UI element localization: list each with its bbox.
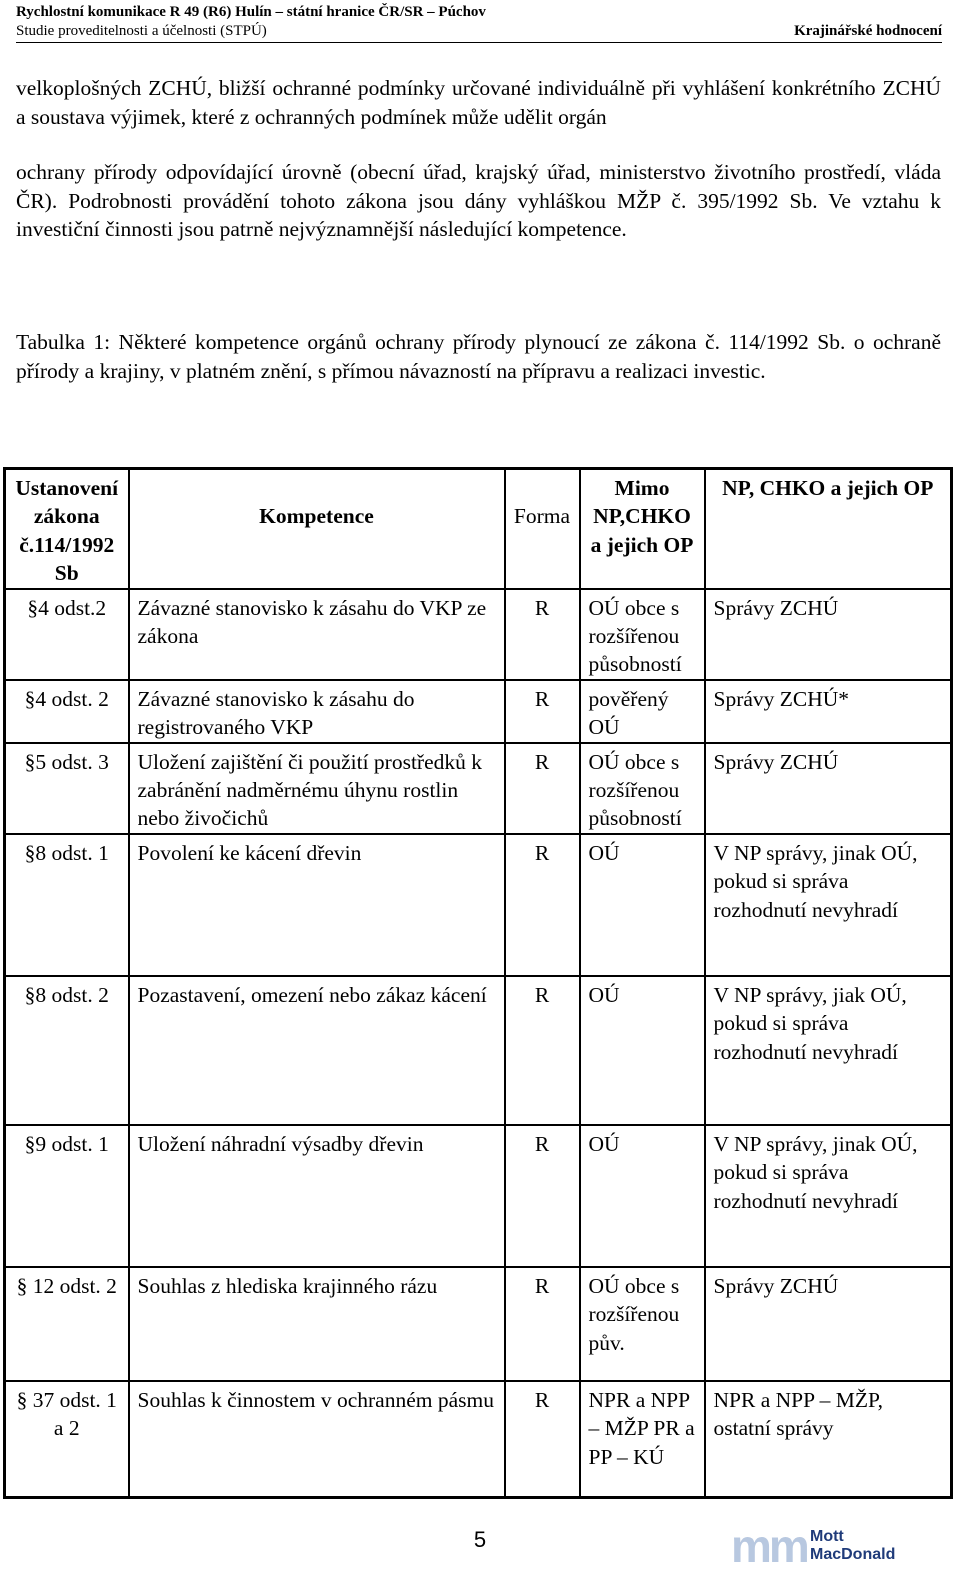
table-row: [5, 743, 952, 834]
header-outside: Mimo NP,CHKO a jejich OP: [580, 469, 705, 589]
law-cell: §4 odst. 2: [5, 680, 129, 743]
outside-cell: pověřený OÚ: [580, 680, 705, 743]
table-row: [5, 589, 952, 680]
header-competence: Kompetence: [129, 469, 505, 589]
table-caption: Tabulka 1: Některé kompetence orgánů ochrany přírody plynoucí ze zákona č. 114/1992 Sb. o ochraně přírody a krajiny, v platném znění, s přímou návazností na přípravu a realizaci investic.: [16, 330, 941, 383]
np-cell: Správy ZCHÚ: [705, 589, 952, 680]
page-number: 5: [473, 1527, 487, 1552]
outside-cell: NPR a NPP – MŽP PR a PP – KÚ: [580, 1381, 705, 1498]
np-cell: V NP správy, jinak OÚ, pokud si správa rozhodnutí nevyhradí: [705, 1125, 952, 1267]
law-cell: §8 odst. 2: [5, 976, 129, 1125]
form-cell: R: [505, 1125, 580, 1267]
document-title: Rychlostní komunikace R 49 (R6) Hulín – státní hranice ČR/SR – Púchov: [16, 4, 486, 20]
paragraph-1: velkoplošných ZCHÚ, bližší ochranné podmínky určované individuálně při vyhlášení konkrétního ZCHÚ a soustava výjimek, které z ochranných podmínek může udělit orgán: [16, 76, 941, 129]
outside-cell: OÚ obce s rozšířenou působností: [580, 589, 705, 680]
outside-cell: OÚ obce s rozšířenou pův.: [580, 1267, 705, 1381]
np-cell: Správy ZCHÚ: [705, 1267, 952, 1381]
form-cell: R: [505, 834, 580, 976]
competence-cell: Souhlas k činnostem v ochranném pásmu: [129, 1381, 505, 1498]
outside-cell: OÚ obce s rozšířenou působností: [580, 743, 705, 834]
form-cell: R: [505, 1267, 580, 1381]
logo-mark-icon: mm: [731, 1520, 807, 1572]
form-cell: R: [505, 976, 580, 1125]
competence-cell: Souhlas z hlediska krajinného rázu: [129, 1267, 505, 1381]
table-row: [5, 1125, 952, 1267]
np-cell: NPR a NPP – MŽP, ostatní správy: [705, 1381, 952, 1498]
form-cell: R: [505, 680, 580, 743]
page-header: [16, 4, 942, 43]
table-row: [5, 1381, 952, 1498]
competence-cell: Uložení náhradní výsadby dřevin: [129, 1125, 505, 1267]
form-cell: R: [505, 589, 580, 680]
competence-cell: Povolení ke kácení dřevin: [129, 834, 505, 976]
document-subtitle: Studie proveditelnosti a účelnosti (STPÚ): [16, 23, 267, 39]
table-row: [5, 1267, 952, 1381]
law-cell: §5 odst. 3: [5, 743, 129, 834]
law-cell: §4 odst.2: [5, 589, 129, 680]
outside-cell: OÚ: [580, 976, 705, 1125]
table-row: [5, 834, 952, 976]
np-cell: Správy ZCHÚ: [705, 743, 952, 834]
table-header-row: [5, 469, 952, 589]
table-row: [5, 680, 952, 743]
outside-cell: OÚ: [580, 834, 705, 976]
paragraph-2: ochrany přírody odpovídající úrovně (obecní úřad, krajský úřad, ministerstvo životního prostředí, vláda ČR). Podrobnosti provádění tohoto zákona jsou dány vyhláškou MŽP č. 395/1992 Sb. Ve vztahu k investiční činnosti jsou patrně nejvýznamnější následující kompetence.: [16, 160, 941, 241]
header-form: Forma: [505, 469, 580, 589]
competence-cell: Uložení zajištění či použití prostředků k zabránění nadměrnému úhynu rostlin nebo živočichů: [129, 743, 505, 834]
law-cell: §8 odst. 1: [5, 834, 129, 976]
outside-cell: OÚ: [580, 1125, 705, 1267]
competence-cell: Závazné stanovisko k zásahu do VKP ze zákona: [129, 589, 505, 680]
law-cell: § 37 odst. 1 a 2: [5, 1381, 129, 1498]
table-row: [5, 976, 952, 1125]
competence-cell: Pozastavení, omezení nebo zákaz kácení: [129, 976, 505, 1125]
np-cell: V NP správy, jiak OÚ, pokud si správa rozhodnutí nevyhradí: [705, 976, 952, 1125]
np-cell: V NP správy, jinak OÚ, pokud si správa rozhodnutí nevyhradí: [705, 834, 952, 976]
header-law: Ustanovení zákona č.114/1992 Sb: [5, 469, 129, 589]
np-cell: Správy ZCHÚ*: [705, 680, 952, 743]
mott-macdonald-logo: mm Mott MacDonald: [731, 1520, 896, 1572]
competence-cell: Závazné stanovisko k zásahu do registrovaného VKP: [129, 680, 505, 743]
competence-table: [3, 467, 953, 1499]
section-title: Krajinářské hodnocení: [794, 23, 942, 39]
form-cell: R: [505, 743, 580, 834]
law-cell: § 12 odst. 2: [5, 1267, 129, 1381]
form-cell: R: [505, 1381, 580, 1498]
header-np: NP, CHKO a jejich OP: [705, 469, 952, 589]
law-cell: §9 odst. 1: [5, 1125, 129, 1267]
